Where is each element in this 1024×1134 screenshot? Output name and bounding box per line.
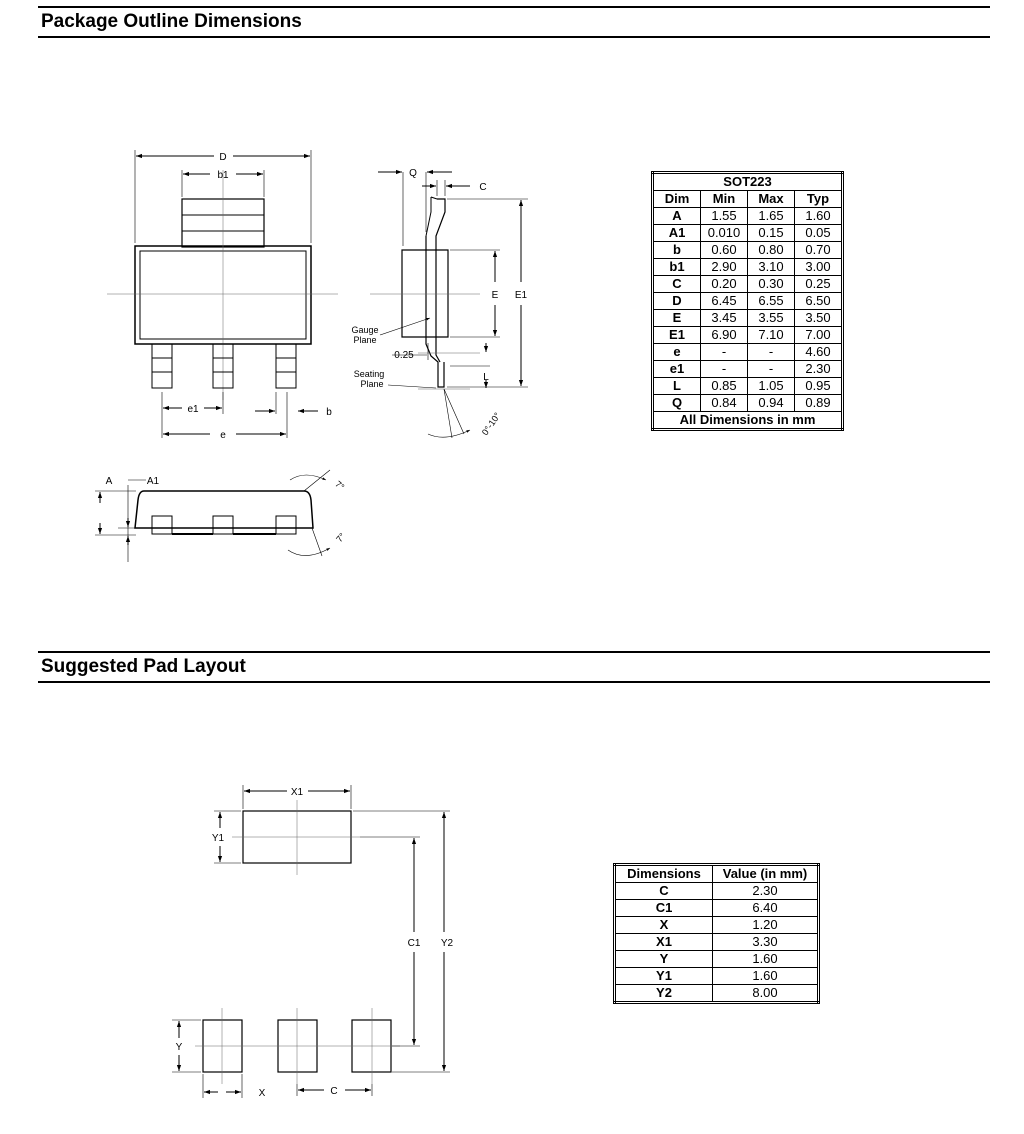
dim-value-cell: 0.15	[748, 225, 795, 242]
dim-value-cell: 0.60	[701, 242, 748, 259]
dim-value-cell: 2.30	[795, 361, 843, 378]
dim-name-cell: D	[653, 293, 701, 310]
dim-value-cell: 7.10	[748, 327, 795, 344]
dim-value-cell: 6.45	[701, 293, 748, 310]
dim-name-cell: e	[653, 344, 701, 361]
label-L: L	[483, 372, 489, 383]
table-header-row	[653, 191, 843, 208]
table-footer: All Dimensions in mm	[653, 412, 843, 430]
column-header: Min	[701, 191, 748, 208]
dim-name-cell: A	[653, 208, 701, 225]
label-X: X	[258, 1088, 266, 1099]
dim-value-cell: -	[748, 361, 795, 378]
dim-name-cell: Y	[615, 951, 713, 968]
dim-name-cell: C	[615, 883, 713, 900]
label-b: b	[326, 407, 332, 418]
label-C: C	[479, 182, 487, 193]
label-Y: Y	[175, 1042, 183, 1053]
sot223-dimension-table	[651, 171, 844, 431]
dim-value-cell: 3.55	[748, 310, 795, 327]
dim-name-cell: b1	[653, 259, 701, 276]
label-b1: b1	[217, 170, 229, 181]
dim-value-cell: 6.40	[713, 900, 819, 917]
dim-name-cell: C1	[615, 900, 713, 917]
dim-value-cell: 0.25	[795, 276, 843, 293]
dim-value-cell: 1.05	[748, 378, 795, 395]
label-seating: Seating	[353, 369, 385, 379]
column-header: Max	[748, 191, 795, 208]
pad-layout-labels	[176, 787, 454, 1099]
table-footer-row	[653, 412, 843, 430]
label-A1: A1	[146, 476, 160, 487]
table-row	[653, 225, 843, 242]
table-row	[615, 985, 819, 1003]
label-angle: 0°-10°	[479, 410, 503, 438]
table-row	[653, 208, 843, 225]
end-view	[95, 470, 330, 562]
table-row	[653, 310, 843, 327]
dim-value-cell: -	[748, 344, 795, 361]
dim-name-cell: E1	[653, 327, 701, 344]
table-row	[653, 327, 843, 344]
label-Y2: Y2	[440, 938, 454, 949]
dim-value-cell: 1.20	[713, 917, 819, 934]
label-C1: C1	[407, 938, 421, 949]
table-header-row	[615, 865, 819, 883]
dim-value-cell: 6.50	[795, 293, 843, 310]
dim-name-cell: b	[653, 242, 701, 259]
table-row	[615, 900, 819, 917]
table-row	[615, 934, 819, 951]
dim-value-cell: 1.60	[795, 208, 843, 225]
column-header: Dimensions	[615, 865, 713, 883]
dim-value-cell: 4.60	[795, 344, 843, 361]
column-header: Dim	[653, 191, 701, 208]
side-view-labels	[351, 168, 527, 437]
table-row	[653, 242, 843, 259]
dim-name-cell: X1	[615, 934, 713, 951]
dim-value-cell: 1.65	[748, 208, 795, 225]
table-title-row	[653, 173, 843, 191]
dim-value-cell: 0.94	[748, 395, 795, 412]
dim-value-cell: 3.50	[795, 310, 843, 327]
label-seating-plane: Plane	[360, 379, 384, 389]
dim-value-cell: 3.30	[713, 934, 819, 951]
table-row	[653, 259, 843, 276]
table-row	[615, 917, 819, 934]
label-X1: X1	[290, 787, 304, 798]
table-row	[653, 361, 843, 378]
dim-name-cell: Q	[653, 395, 701, 412]
dim-name-cell: L	[653, 378, 701, 395]
table-row	[615, 951, 819, 968]
dim-value-cell: 3.00	[795, 259, 843, 276]
dim-value-cell: 0.84	[701, 395, 748, 412]
dim-value-cell: 0.20	[701, 276, 748, 293]
dim-value-cell: -	[701, 361, 748, 378]
dim-value-cell: 1.60	[713, 968, 819, 985]
label-A: A	[105, 476, 113, 487]
dim-name-cell: Y2	[615, 985, 713, 1003]
label-7deg-bottom: 7°	[334, 531, 348, 545]
dim-value-cell: 2.90	[701, 259, 748, 276]
dim-value-cell: 1.55	[701, 208, 748, 225]
dim-name-cell: E	[653, 310, 701, 327]
dim-value-cell: 0.95	[795, 378, 843, 395]
dim-value-cell: 6.90	[701, 327, 748, 344]
label-e: e	[220, 430, 226, 441]
dim-name-cell: e1	[653, 361, 701, 378]
table-row	[653, 276, 843, 293]
side-view	[370, 172, 528, 438]
dim-value-cell: 0.05	[795, 225, 843, 242]
label-gauge-plane: Plane	[353, 335, 377, 345]
dim-value-cell: 6.55	[748, 293, 795, 310]
dim-value-cell: 3.45	[701, 310, 748, 327]
dim-value-cell: -	[701, 344, 748, 361]
dim-value-cell: 0.30	[748, 276, 795, 293]
dim-value-cell: 0.85	[701, 378, 748, 395]
dim-value-cell: 1.60	[713, 951, 819, 968]
table-row	[615, 968, 819, 985]
table-row	[653, 395, 843, 412]
label-e1: e1	[187, 404, 199, 415]
label-E1: E1	[514, 290, 528, 301]
dim-value-cell: 0.70	[795, 242, 843, 259]
table-title: SOT223	[653, 173, 843, 191]
column-header: Typ	[795, 191, 843, 208]
top-view	[107, 150, 338, 438]
dim-value-cell: 2.30	[713, 883, 819, 900]
label-gauge: Gauge	[351, 325, 379, 335]
dim-value-cell: 7.00	[795, 327, 843, 344]
table-row	[653, 293, 843, 310]
dim-value-cell: 0.89	[795, 395, 843, 412]
table-row	[653, 344, 843, 361]
label-E: E	[491, 290, 499, 301]
dim-name-cell: X	[615, 917, 713, 934]
pad-section-title: Suggested Pad Layout	[41, 656, 246, 677]
label-Y1: Y1	[211, 833, 225, 844]
table-row	[653, 378, 843, 395]
dim-value-cell: 8.00	[713, 985, 819, 1003]
dim-name-cell: A1	[653, 225, 701, 242]
label-Q: Q	[409, 168, 417, 179]
dim-name-cell: Y1	[615, 968, 713, 985]
column-header: Value (in mm)	[713, 865, 819, 883]
dim-name-cell: C	[653, 276, 701, 293]
outline-section-title: Package Outline Dimensions	[41, 11, 302, 32]
table-row	[615, 883, 819, 900]
label-D: D	[219, 152, 227, 163]
dim-value-cell: 0.80	[748, 242, 795, 259]
label-C-pitch: C	[330, 1086, 338, 1097]
dim-value-cell: 3.10	[748, 259, 795, 276]
label-7deg-top: 7°	[333, 478, 347, 493]
dim-value-cell: 0.010	[701, 225, 748, 242]
pad-dimension-table	[613, 863, 820, 1004]
label-025: 0.25	[394, 350, 414, 361]
